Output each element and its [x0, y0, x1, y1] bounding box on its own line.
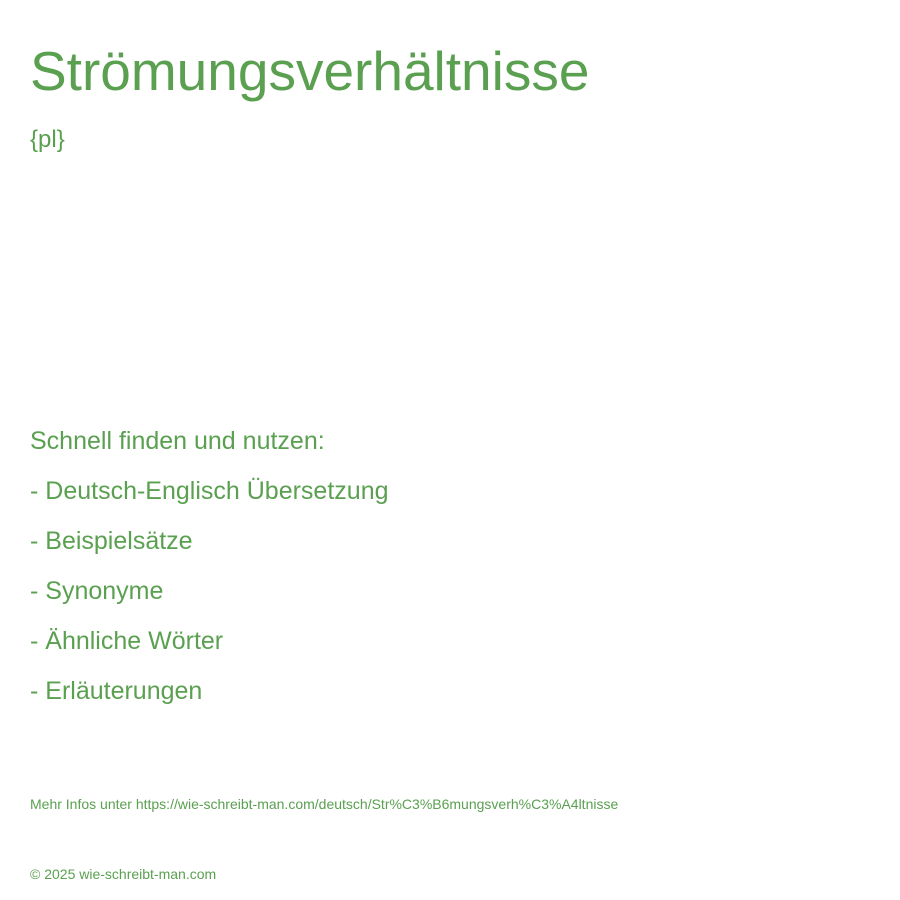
feature-item-example-sentences: - Beispielsätze [30, 527, 193, 555]
feature-item-translation: - Deutsch-Englisch Übersetzung [30, 477, 389, 505]
features-heading: Schnell finden und nutzen: [30, 427, 325, 455]
feature-item-similar-words: - Ähnliche Wörter [30, 627, 224, 655]
footer-copyright: © 2025 wie-schreibt-man.com [30, 866, 217, 882]
feature-item-explanations: - Erläuterungen [30, 677, 203, 705]
features-list [30, 475, 389, 725]
page-title: Strömungsverhältnisse [30, 40, 590, 102]
more-info-text: Mehr Infos unter https://wie-schreibt-man.com/deutsch/Str%C3%B6mungsverh%C3%A4ltnisse [30, 796, 619, 812]
feature-item-synonyms: - Synonyme [30, 577, 164, 605]
word-class-label: {pl} [30, 126, 65, 153]
